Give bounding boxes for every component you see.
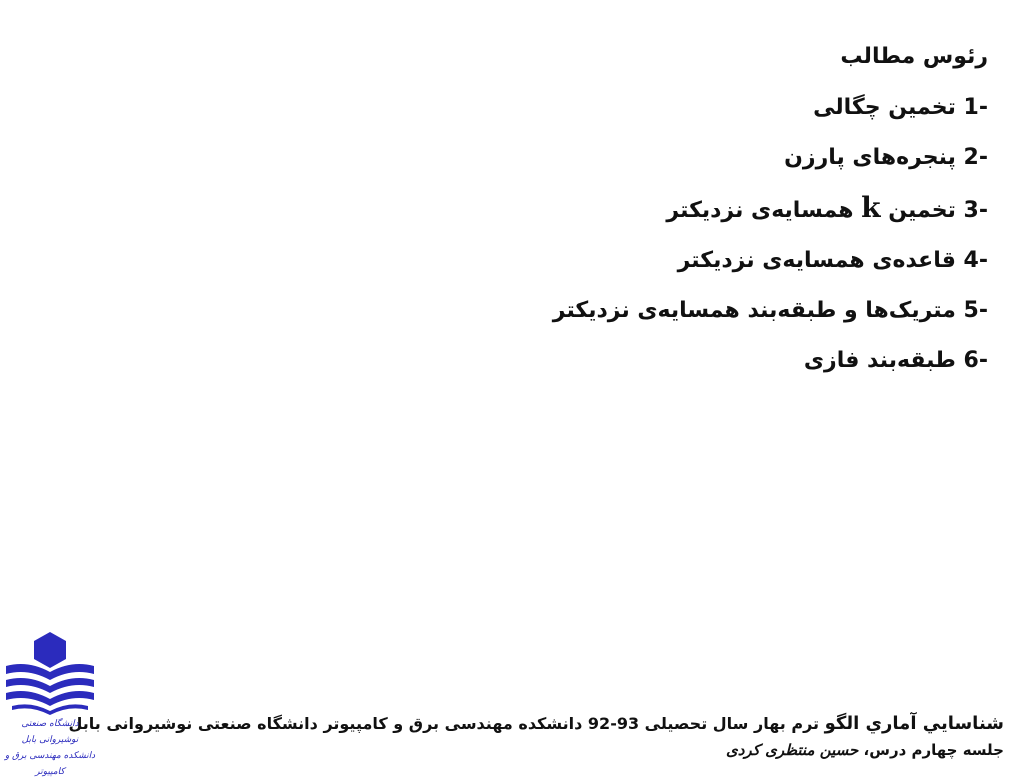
- logo-caption-university: دانشگاه صنعتی نوشیروانی بابل: [21, 719, 79, 745]
- item-text: همسایه‌ی نزدیکتر: [666, 198, 854, 223]
- item-text: متریک‌ها و طبقه‌بند همسایه‌ی نزدیکتر: [552, 298, 956, 323]
- university-logo: [2, 630, 98, 777]
- item-number: 2-: [963, 145, 988, 170]
- footer-session-line: [104, 736, 1004, 764]
- footer-author: حسین منتظری کردی: [726, 741, 859, 759]
- item-text: پنجره‌های پارزن: [784, 145, 956, 170]
- slide-footer: [68, 712, 1004, 764]
- list-item: [88, 92, 988, 124]
- item-number: 5-: [963, 298, 988, 323]
- item-number: 1-: [963, 95, 988, 120]
- logo-caption-faculty: دانشکده مهندسی برق و کامپیوتر: [4, 751, 96, 777]
- item-text: طبقه‌بند فازی: [803, 348, 956, 373]
- logo-caption: [2, 716, 98, 780]
- item-text: قاعده‌ی همسایه‌ی نزدیکتر: [677, 248, 956, 273]
- slide-heading: رئوس مطالب: [840, 44, 988, 69]
- item-number: 4-: [963, 248, 988, 273]
- item-number: 3-: [963, 198, 988, 223]
- list-item: [88, 345, 988, 377]
- footer-course-info: ترم بهار سال تحصیلی 93-92 دانشکده مهندسی برق و کامپیوتر دانشگاه صنعتی نوشیروانی بابل: [68, 714, 820, 733]
- footer-session: جلسه چهارم درس،: [863, 741, 1004, 759]
- list-item: [88, 192, 988, 227]
- item-text: تخمین: [888, 198, 956, 223]
- footer-course-line: [68, 712, 1004, 736]
- item-number: 6-: [963, 348, 988, 373]
- slide-content: [88, 40, 988, 395]
- book-emblem-icon: [2, 630, 98, 716]
- item-symbol-k: k: [861, 191, 881, 224]
- footer-course-title: شناسايي آماري الگو: [824, 713, 1004, 734]
- list-item: [88, 142, 988, 174]
- list-item: [88, 245, 988, 277]
- list-item: [88, 295, 988, 327]
- item-text: تخمین چگالی: [813, 95, 956, 120]
